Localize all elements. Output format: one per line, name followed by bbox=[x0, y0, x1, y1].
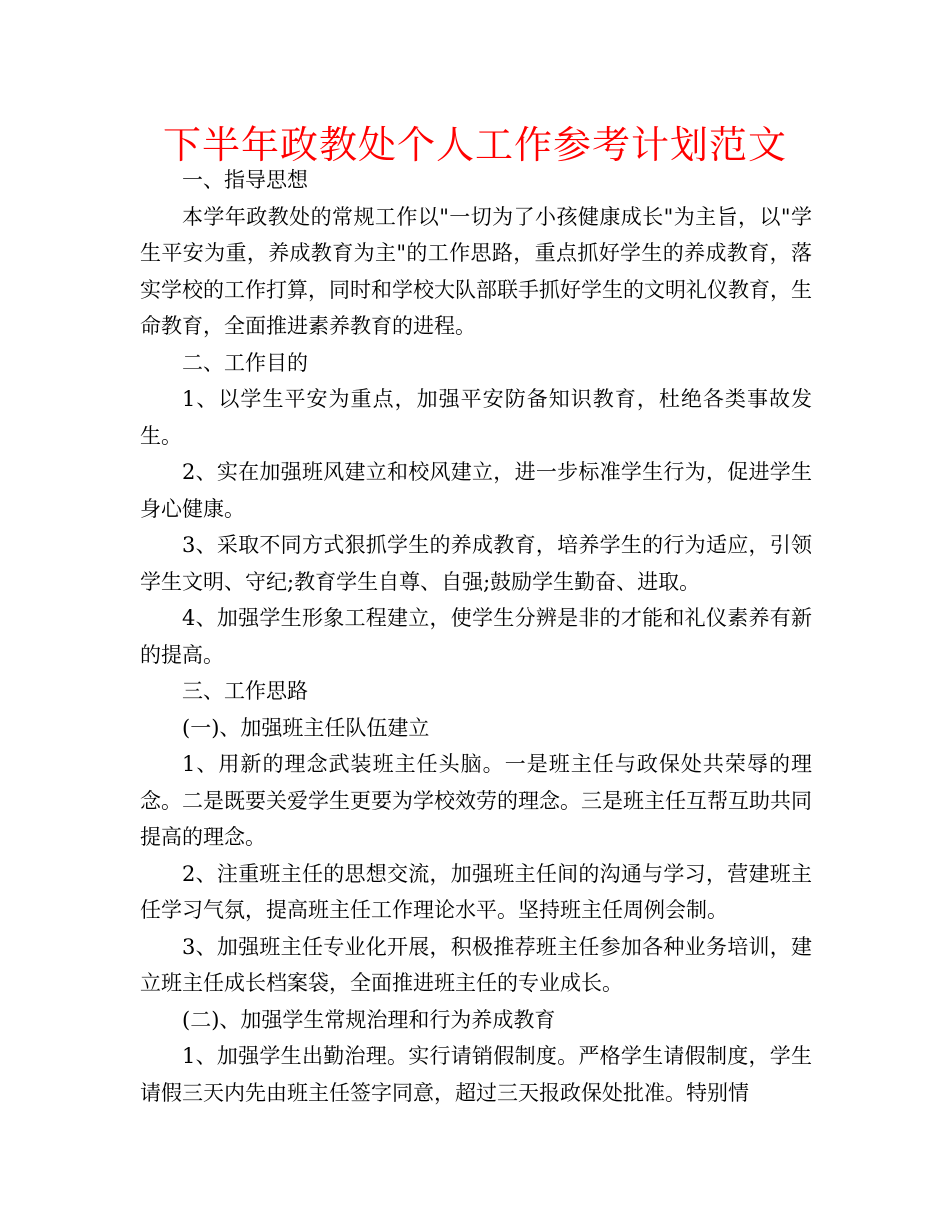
section-heading: 一、指导思想 bbox=[182, 168, 308, 192]
document-body bbox=[140, 162, 812, 1111]
document-title: 下半年政教处个人工作参考计划范文 bbox=[162, 123, 787, 167]
paragraph: 本学年政教处的常规工作以"一切为了小孩健康成长"为主旨，以"学生平安为重，养成教育为主"的工作思路，重点抓好学生的养成教育，落实学校的工作打算，同时和学校大队部联手抓好学生的文明礼仪教育，生命教育，全面推进素养教育的进程。 bbox=[140, 204, 812, 338]
paragraph: 1、用新的理念武装班主任头脑。一是班主任与政保处共荣辱的理念。二是既要关爱学生更要为学校效劳的理念。三是班主任互帮互助共同提高的理念。 bbox=[140, 752, 812, 849]
paragraph: 4、加强学生形象工程建立，使学生分辨是非的才能和礼仪素养有新的提高。 bbox=[140, 606, 812, 667]
paragraph: 2、注重班主任的思想交流，加强班主任间的沟通与学习，营建班主任学习气氛，提高班主任工作理论水平。坚持班主任周例会制。 bbox=[140, 861, 812, 922]
section-heading: 二、工作目的 bbox=[182, 350, 308, 375]
paragraph: 3、采取不同方式狠抓学生的养成教育，培养学生的行为适应，引领学生文明、守纪;教育学生自尊、自强;鼓励学生勤奋、进取。 bbox=[140, 533, 812, 594]
paragraph: 3、加强班主任专业化开展，积极推荐班主任参加各种业务培训，建立班主任成长档案袋，全面推进班主任的专业成长。 bbox=[140, 934, 812, 995]
subsection-heading: (一)、加强班主任队伍建立 bbox=[182, 715, 430, 740]
section-heading: 三、工作思路 bbox=[182, 679, 308, 703]
paragraph: 1、以学生平安为重点，加强平安防备知识教育，杜绝各类事故发生。 bbox=[140, 387, 812, 448]
subsection-heading: (二)、加强学生常规治理和行为养成教育 bbox=[182, 1007, 556, 1032]
paragraph: 2、实在加强班风建立和校风建立，进一步标准学生行为，促进学生身心健康。 bbox=[140, 460, 812, 521]
paragraph: 1、加强学生出勤治理。实行请销假制度。严格学生请假制度，学生请假三天内先由班主任签字同意，超过三天报政保处批准。特别情 bbox=[140, 1044, 812, 1105]
